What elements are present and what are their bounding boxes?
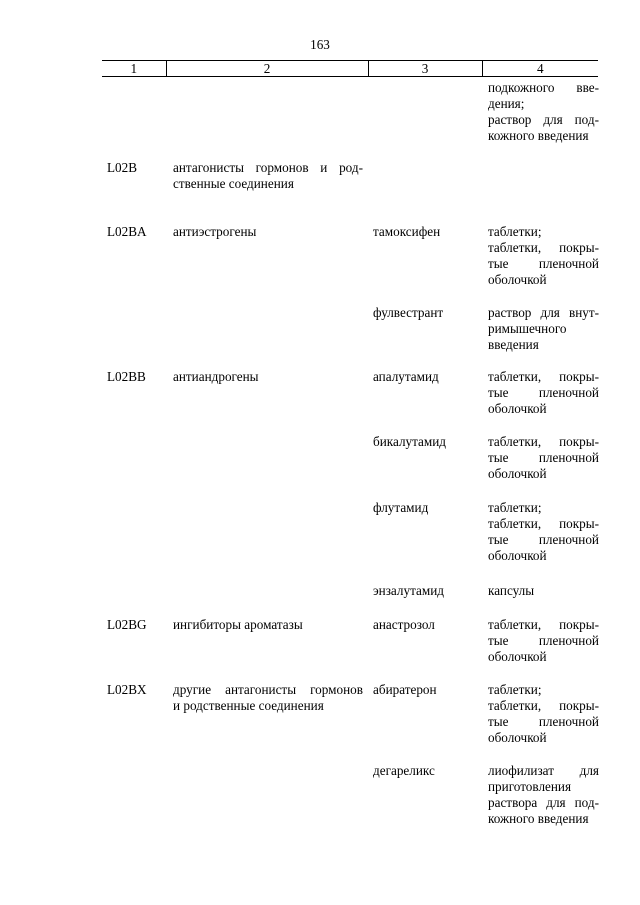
drug-name: анастрозол <box>373 617 435 632</box>
dosage-forms <box>488 617 599 665</box>
group-name-line: антиандрогены <box>173 369 259 384</box>
group-name <box>173 682 363 714</box>
dosage-forms <box>488 305 599 353</box>
dosage-form-line: таблетки; <box>488 682 542 697</box>
dosage-form-line: тые пленочной <box>488 450 599 465</box>
page-number: 163 <box>310 37 330 52</box>
dosage-forms <box>488 500 599 564</box>
dosage-form-line: кожного введения <box>488 811 589 826</box>
dosage-form-line: таблетки, покры- <box>488 369 599 384</box>
dosage-form-line: тые пленочной <box>488 714 599 729</box>
drug-name: абиратерон <box>373 682 437 697</box>
dosage-form-line: таблетки, покры- <box>488 516 599 531</box>
dosage-form-line: оболочкой <box>488 466 547 481</box>
atc-code: L02BX <box>107 682 147 697</box>
dosage-form-line: капсулы <box>488 583 535 598</box>
drug-name: тамоксифен <box>373 224 441 239</box>
drug-name: энзалутамид <box>373 583 444 598</box>
dosage-form-line: раствор для внут- <box>488 305 599 320</box>
dosage-form-line: таблетки, покры- <box>488 698 599 713</box>
dosage-form-line: тые пленочной <box>488 256 599 271</box>
dosage-form-line: таблетки, покры- <box>488 434 599 449</box>
drug-name: апалутамид <box>373 369 439 384</box>
dosage-form-line: римышечного <box>488 321 567 336</box>
dosage-form-line: лиофилизат для <box>488 763 599 778</box>
dosage-form-line: оболочкой <box>488 272 547 287</box>
group-name <box>173 369 363 385</box>
group-name-line: антагонисты гормонов и род- <box>173 160 363 175</box>
group-name-line: другие антагонисты гормонов <box>173 682 363 697</box>
dosage-form-line: оболочкой <box>488 649 547 664</box>
drug-name: бикалутамид <box>373 434 447 449</box>
dosage-form-line: введения <box>488 337 539 352</box>
dosage-form-line: тые пленочной <box>488 385 599 400</box>
dosage-form-line: подкожного вве- <box>488 80 599 95</box>
group-name-line: ственные соединения <box>173 176 294 191</box>
group-name-line: и родственные соединения <box>173 698 324 713</box>
dosage-forms <box>488 80 599 144</box>
dosage-form-line: дения; <box>488 96 525 111</box>
dosage-form-line: кожного введения <box>488 128 589 143</box>
group-name-line: ингибиторы ароматазы <box>173 617 303 632</box>
atc-code: L02BG <box>107 617 147 632</box>
dosage-form-line: оболочкой <box>488 730 547 745</box>
drug-name: дегареликс <box>373 763 435 778</box>
column-header-1: 1 <box>102 61 166 77</box>
drug-name: фулвестрант <box>373 305 444 320</box>
dosage-forms <box>488 224 599 288</box>
dosage-form-line: приготовления <box>488 779 572 794</box>
group-name <box>173 617 363 633</box>
dosage-form-line: тые пленочной <box>488 532 599 547</box>
dosage-form-line: оболочкой <box>488 401 547 416</box>
dosage-form-line: раствора для под- <box>488 795 599 810</box>
dosage-forms <box>488 369 599 417</box>
dosage-forms <box>488 583 599 599</box>
dosage-form-line: таблетки; <box>488 500 542 515</box>
column-header-2: 2 <box>166 61 368 77</box>
dosage-form-line: раствор для под- <box>488 112 599 127</box>
column-header-3: 3 <box>368 61 482 77</box>
atc-code: L02BB <box>107 369 146 384</box>
column-header-row <box>102 61 598 77</box>
group-name <box>173 160 363 192</box>
column-header-table <box>102 60 598 77</box>
dosage-forms <box>488 763 599 827</box>
dosage-form-line: таблетки, покры- <box>488 240 599 255</box>
drug-name: флутамид <box>373 500 429 515</box>
dosage-form-line: таблетки; <box>488 224 542 239</box>
dosage-form-line: тые пленочной <box>488 633 599 648</box>
dosage-forms <box>488 434 599 482</box>
atc-code: L02BA <box>107 224 147 239</box>
group-name <box>173 224 363 240</box>
column-header-4: 4 <box>482 61 598 77</box>
atc-code: L02B <box>107 160 138 175</box>
group-name-line: антиэстрогены <box>173 224 257 239</box>
dosage-form-line: таблетки, покры- <box>488 617 599 632</box>
dosage-forms <box>488 682 599 746</box>
dosage-form-line: оболочкой <box>488 548 547 563</box>
